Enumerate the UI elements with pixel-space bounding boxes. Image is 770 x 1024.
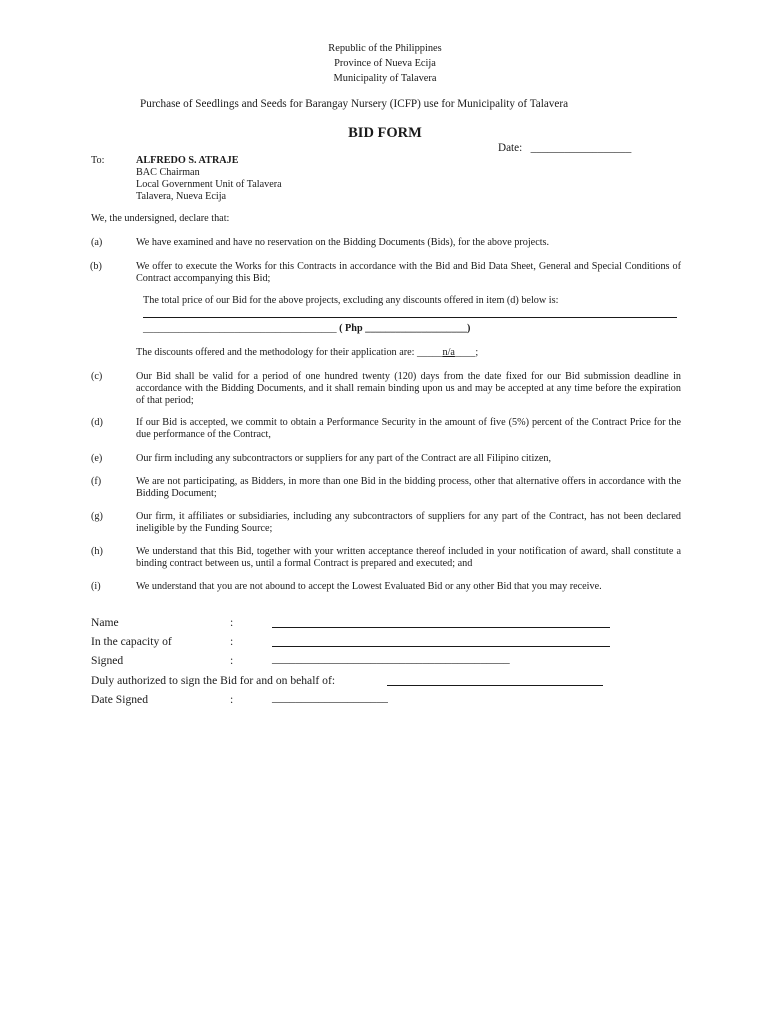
item-b-text: We offer to execute the Works for this Contracts in accordance with the Bid and Bid Data Sheet, General and Special Conditions of Contract accompanying this Bid; bbox=[136, 261, 681, 284]
name-colon: : bbox=[230, 616, 234, 629]
project-title: Purchase of Seedlings and Seeds for Barangay Nursery (ICFP) use for Municipality of Talavera bbox=[140, 98, 569, 110]
item-c-text: Our Bid shall be valid for a period of one hundred twenty (120) days from the date fixed for our Bid submission deadline in accordance with the Bidding Documents, and it shall remain binding upon us and may be accepted at any time before the expiration of that period; bbox=[136, 371, 681, 406]
item-i-marker: (i) bbox=[91, 581, 101, 592]
price-words-blank: ______________________________________ bbox=[143, 323, 337, 334]
signed-label: Signed bbox=[91, 654, 124, 667]
addressee-address: Talavera, Nueva Ecija bbox=[136, 191, 227, 202]
item-b-marker: (b) bbox=[90, 261, 102, 272]
capacity-field[interactable] bbox=[272, 646, 610, 647]
item-d-marker: (d) bbox=[91, 417, 103, 428]
signed-field[interactable]: _________________________________________ bbox=[272, 652, 510, 665]
discount-end: ; bbox=[475, 347, 479, 358]
date-signed-colon: : bbox=[230, 693, 234, 706]
discount-blank-post: ____ bbox=[454, 347, 476, 358]
item-h-text: We understand that this Bid, together with your written acceptance thereof included in your notification of award, shall constitute a binding contract between us, until a formal Contract is prepared and executed; and bbox=[136, 546, 681, 569]
discount-line bbox=[136, 347, 478, 359]
price-intro: The total price of our Bid for the above projects, excluding any discounts offered in item (d) below is: bbox=[143, 295, 559, 306]
date-signed-label: Date Signed bbox=[91, 693, 148, 706]
php-close: ) bbox=[467, 323, 471, 334]
item-d-text: If our Bid is accepted, we commit to obtain a Performance Security in the amount of five (5%) percent of the Contract Price for the due performance of the Contract, bbox=[136, 417, 681, 440]
form-title: BID FORM bbox=[348, 125, 422, 141]
price-line-1 bbox=[143, 317, 677, 318]
authorized-label: Duly authorized to sign the Bid for and on behalf of: bbox=[91, 674, 336, 687]
header-province: Province of Nueva Ecija bbox=[334, 58, 436, 69]
discount-blank-pre: _____ bbox=[417, 347, 443, 358]
signed-colon: : bbox=[230, 654, 234, 667]
name-field[interactable] bbox=[272, 627, 610, 628]
date-label: Date: bbox=[498, 142, 523, 154]
php-blank: ____________________ bbox=[365, 323, 468, 334]
item-c-marker: (c) bbox=[91, 371, 103, 382]
item-f-marker: (f) bbox=[91, 476, 102, 487]
price-line-2[interactable] bbox=[143, 323, 470, 335]
item-i-text: We understand that you are not abound to accept the Lowest Evaluated Bid or any other Bid that you may receive. bbox=[136, 581, 602, 592]
capacity-colon: : bbox=[230, 635, 234, 648]
date-field[interactable] bbox=[498, 141, 631, 155]
item-h-marker: (h) bbox=[91, 546, 103, 557]
authorized-field[interactable] bbox=[387, 685, 603, 686]
item-f-text: We are not participating, as Bidders, in more than one Bid in the bidding process, other that alternative offers in accordance with the Bidding Document; bbox=[136, 476, 681, 499]
item-a-marker: (a) bbox=[91, 237, 103, 248]
discount-text: The discounts offered and the methodology for their application are: bbox=[136, 347, 418, 358]
item-e-marker: (e) bbox=[91, 453, 103, 464]
item-g-text: Our firm, it affiliates or subsidiaries, including any subcontractors of suppliers for any part of the Contract, has not been declared ineligible by the Funding Source; bbox=[136, 511, 681, 534]
header-municipality: Municipality of Talavera bbox=[333, 73, 437, 84]
intro-text: We, the undersigned, declare that: bbox=[91, 213, 230, 224]
item-e-text: Our firm including any subcontractors or suppliers for any part of the Contract are all Filipino citizen, bbox=[136, 453, 552, 464]
capacity-label: In the capacity of bbox=[91, 635, 172, 648]
php-open: ( Php bbox=[336, 323, 366, 334]
item-g-marker: (g) bbox=[91, 511, 103, 522]
addressee-name: ALFREDO S. ATRAJE bbox=[136, 155, 239, 166]
discount-value: n/a bbox=[442, 347, 455, 358]
date-signed-field[interactable]: ____________________ bbox=[272, 691, 388, 704]
addressee-office: Local Government Unit of Talavera bbox=[136, 179, 282, 190]
name-label: Name bbox=[91, 616, 119, 629]
header-republic: Republic of the Philippines bbox=[328, 43, 442, 54]
item-a-text: We have examined and have no reservation on the Bidding Documents (Bids), for the above projects. bbox=[136, 237, 550, 248]
to-label: To: bbox=[91, 155, 105, 166]
date-blank: __________________ bbox=[530, 142, 632, 154]
addressee-position: BAC Chairman bbox=[136, 167, 200, 178]
